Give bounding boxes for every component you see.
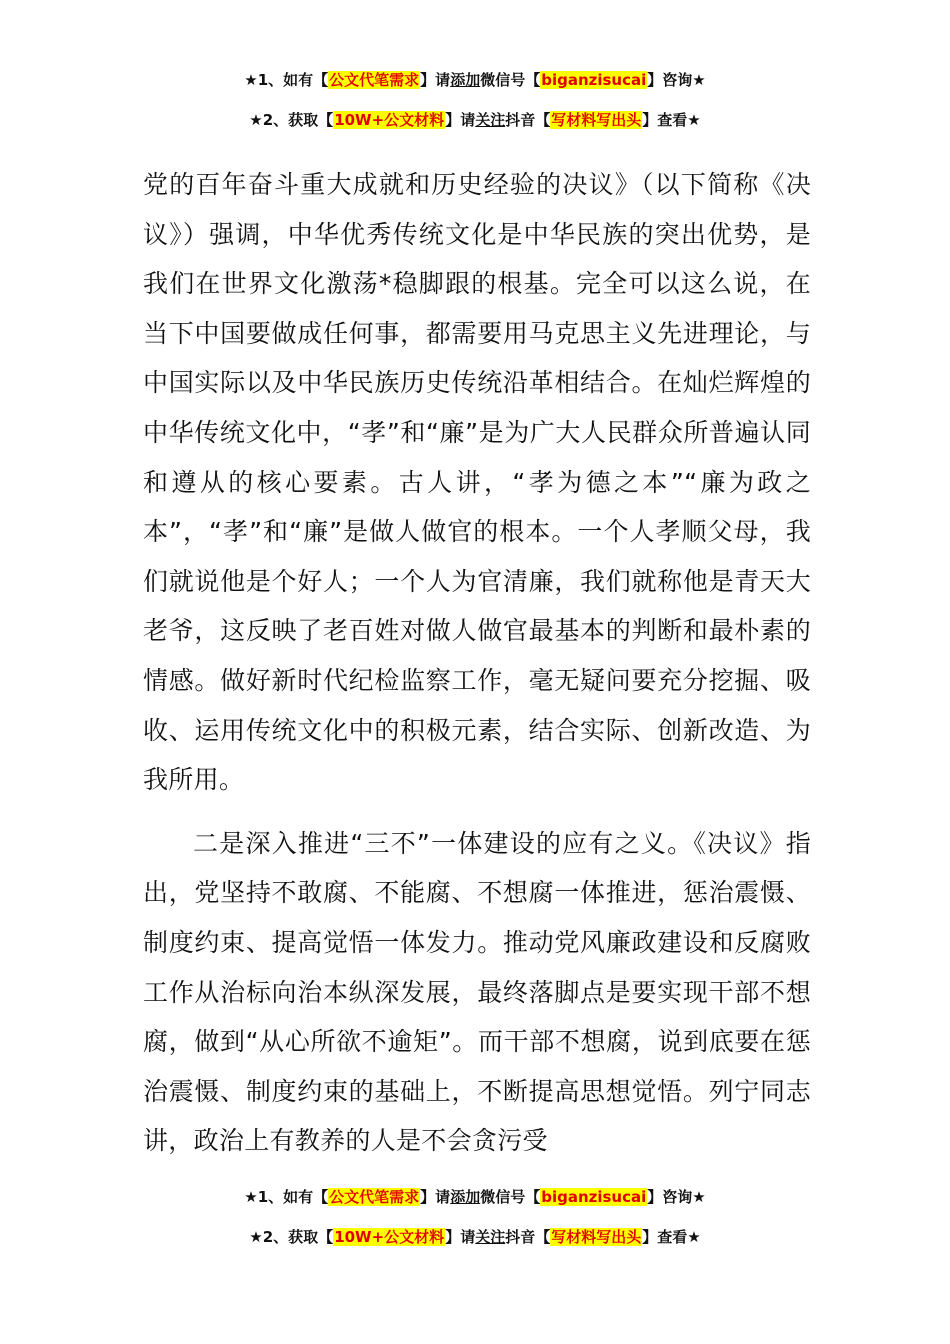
banner-text: ★2、获取【 [249, 111, 334, 129]
banner-text: 】咨询★ [647, 1188, 706, 1206]
banner-text: 抖音【 [505, 1228, 551, 1246]
bottom-banner-line-1 [0, 1186, 950, 1208]
highlight-service: 公文代笔需求 [329, 1188, 420, 1206]
highlight-materials: 10W+公文材料 [334, 111, 445, 129]
underlined-follow: 关注 [475, 1228, 506, 1246]
underlined-add: 添加 [450, 71, 481, 89]
highlight-douyin-id: 写材料写出头 [551, 1228, 642, 1246]
banner-text: 】请 [420, 71, 451, 89]
banner-text: 微信号【 [480, 71, 541, 89]
banner-text: 】请 [445, 111, 476, 129]
underlined-add: 添加 [450, 1188, 481, 1206]
banner-text: 】查看★ [642, 1228, 701, 1246]
highlight-wechat-id: biganzisucai [541, 71, 647, 89]
highlight-douyin-id: 写材料写出头 [551, 111, 642, 129]
banner-text: 】请 [445, 1228, 476, 1246]
body-paragraph-2: 二是深入推进“三不”一体建设的应有之义。《决议》指出，党坚持不敢腐、不能腐、不想腐一体推进，惩治震慑、制度约束、提高觉悟一体发力。推动党风廉政建设和反腐败工作从治标向治本纵深发展，最终落脚点是要实现干部不想腐，做到“从心所欲不逾矩”。而干部不想腐，说到底要在惩治震慑、制度约束的基础上，不断提高思想觉悟。列宁同志讲，政治上有教养的人是不会贪污受 [143, 828, 811, 1156]
banner-text: 微信号【 [480, 1188, 541, 1206]
document-body [143, 160, 811, 1166]
banner-text: ★1、如有【 [244, 1188, 329, 1206]
bottom-banner-line-2 [0, 1226, 950, 1248]
highlight-materials: 10W+公文材料 [334, 1228, 445, 1246]
banner-text: 抖音【 [505, 111, 551, 129]
banner-text: ★1、如有【 [244, 71, 329, 89]
top-banner-line-2 [0, 109, 950, 131]
body-paragraph-1: 党的百年奋斗重大成就和历史经验的决议》（以下简称《决议》）强调，中华优秀传统文化是中华民族的突出优势，是我们在世界文化激荡*稳脚跟的根基。完全可以这么说，在当下中国要做成任何事，都需要用马克思主义先进理论，与中国实际以及中华民族历史传统沿革相结合。在灿烂辉煌的中华传统文化中，“孝”和“廉”是为广大人民群众所普遍认同和遵从的核心要素。古人讲，“孝为德之本”“廉为政之本”，“孝”和“廉”是做人做官的根本。一个人孝顺父母，我们就说他是个好人；一个人为官清廉，我们就称他是青天大老爷，这反映了老百姓对做人做官最基本的判断和最朴素的情感。做好新时代纪检监察工作，毫无疑问要充分挖掘、吸收、运用传统文化中的积极元素，结合实际、创新改造、为我所用。 [143, 170, 811, 795]
highlight-service: 公文代笔需求 [329, 71, 420, 89]
highlight-wechat-id: biganzisucai [541, 1188, 647, 1206]
banner-text: ★2、获取【 [249, 1228, 334, 1246]
banner-text: 】咨询★ [647, 71, 706, 89]
banner-text: 】查看★ [642, 111, 701, 129]
top-banner-line-1 [0, 69, 950, 91]
underlined-follow: 关注 [475, 111, 506, 129]
banner-text: 】请 [420, 1188, 451, 1206]
